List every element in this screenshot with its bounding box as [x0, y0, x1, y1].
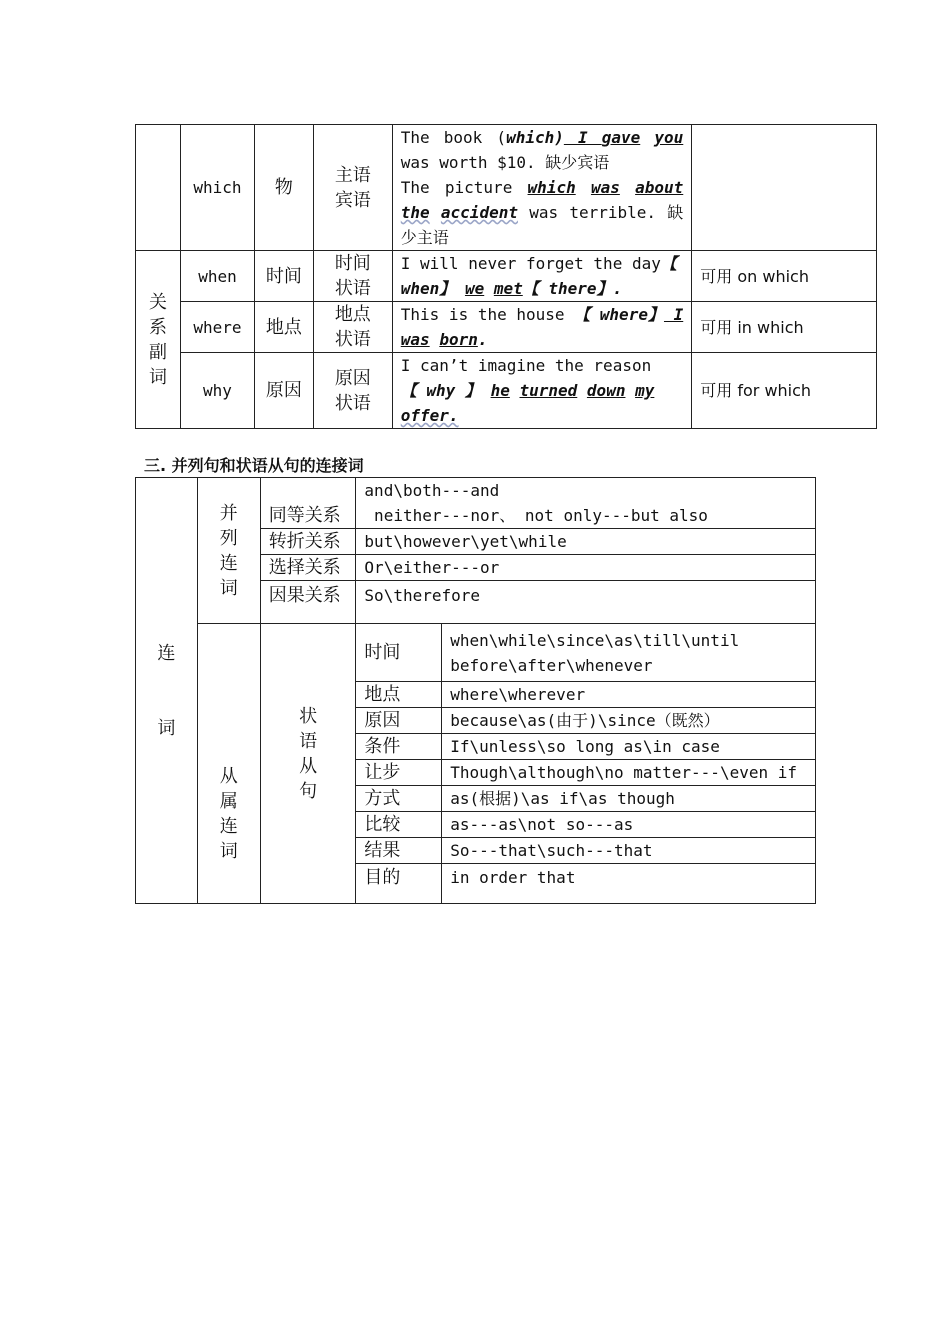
subordinating-label: 从 属 连 词 — [197, 624, 260, 904]
relative-words-table — [135, 124, 877, 429]
example-sentence-2: The picture which was about the accident was terrible. 缺少主语 — [400, 178, 684, 247]
relative-adverb-label: 关 系 副 词 — [136, 251, 181, 429]
clause-type-cell: 原因 — [356, 708, 442, 734]
note-cell: 可用 on which — [692, 251, 877, 302]
function-cell: 原因 状语 — [313, 353, 392, 429]
words-cell: Though\although\no matter---\even if — [442, 760, 816, 786]
clause-type-cell: 地点 — [356, 682, 442, 708]
conjunctions-table — [135, 477, 816, 904]
function-cell — [313, 125, 392, 251]
word-cell: why — [180, 353, 254, 429]
function-line: 宾语 — [334, 189, 371, 211]
clause-type-cell: 让步 — [356, 760, 442, 786]
function-cell: 地点 状语 — [313, 302, 392, 353]
words-cell: as---as\not so---as — [442, 812, 816, 838]
example-cell: I will never forget the day【 when】 we met【 there】. — [392, 251, 692, 302]
relation-type-cell: 选择关系 — [260, 555, 356, 581]
function-cell: 时间 状语 — [313, 251, 392, 302]
meaning-cell: 原因 — [254, 353, 313, 429]
example-cell: This is the house 【 where】 I was born. — [392, 302, 692, 353]
meaning-cell: 物 — [254, 125, 313, 251]
words-cell: and\both---and neither---nor、 not only---but also — [356, 478, 816, 529]
words-cell: where\wherever — [442, 682, 816, 708]
note-cell: 可用 in which — [692, 302, 877, 353]
words-cell: Or\either---or — [356, 555, 816, 581]
section-heading: 三. 并列句和状语从句的连接词 — [144, 456, 364, 475]
example-cell: I can’t imagine the reason 【 why 】 he turned down my offer. — [392, 353, 692, 429]
clause-type-cell: 方式 — [356, 786, 442, 812]
words-cell: in order that — [442, 864, 816, 904]
table-row — [136, 251, 877, 302]
words-cell: If\unless\so long as\in case — [442, 734, 816, 760]
words-cell: but\however\yet\while — [356, 529, 816, 555]
words-cell: as(根据)\as if\as though — [442, 786, 816, 812]
words-cell: when\while\since\as\till\until before\after\whenever — [442, 624, 816, 682]
conjunction-label: 连 词 — [136, 478, 198, 904]
relation-type-cell: 转折关系 — [260, 529, 356, 555]
clause-type-cell: 条件 — [356, 734, 442, 760]
group-cell-empty — [136, 125, 181, 251]
example-sentence-1: The book (which) I gave you was worth $10. 缺少宾语 — [400, 128, 684, 172]
meaning-cell: 地点 — [254, 302, 313, 353]
word-cell: when — [180, 251, 254, 302]
clause-type-cell: 比较 — [356, 812, 442, 838]
clause-type-cell: 结果 — [356, 838, 442, 864]
relation-type-cell: 同等关系 — [260, 478, 356, 529]
words-cell: because\as(由于)\since（既然） — [442, 708, 816, 734]
word-cell: which — [180, 125, 254, 251]
table-row — [136, 624, 816, 682]
table-row — [136, 478, 816, 529]
table-row — [136, 125, 877, 251]
adverbial-clause-label: 状 语 从 句 — [260, 624, 356, 904]
words-cell: So---that\such---that — [442, 838, 816, 864]
note-cell — [692, 125, 877, 251]
clause-type-cell: 时间 — [356, 624, 442, 682]
meaning-cell: 时间 — [254, 251, 313, 302]
table-row — [136, 353, 877, 429]
relation-type-cell: 因果关系 — [260, 581, 356, 624]
clause-type-cell: 目的 — [356, 864, 442, 904]
table-row — [136, 302, 877, 353]
note-cell: 可用 for which — [692, 353, 877, 429]
word-cell: where — [180, 302, 254, 353]
words-cell: So\therefore — [356, 581, 816, 624]
function-line: 主语 — [334, 164, 371, 186]
example-cell — [392, 125, 692, 251]
coordinating-label: 并 列 连 词 — [197, 478, 260, 624]
